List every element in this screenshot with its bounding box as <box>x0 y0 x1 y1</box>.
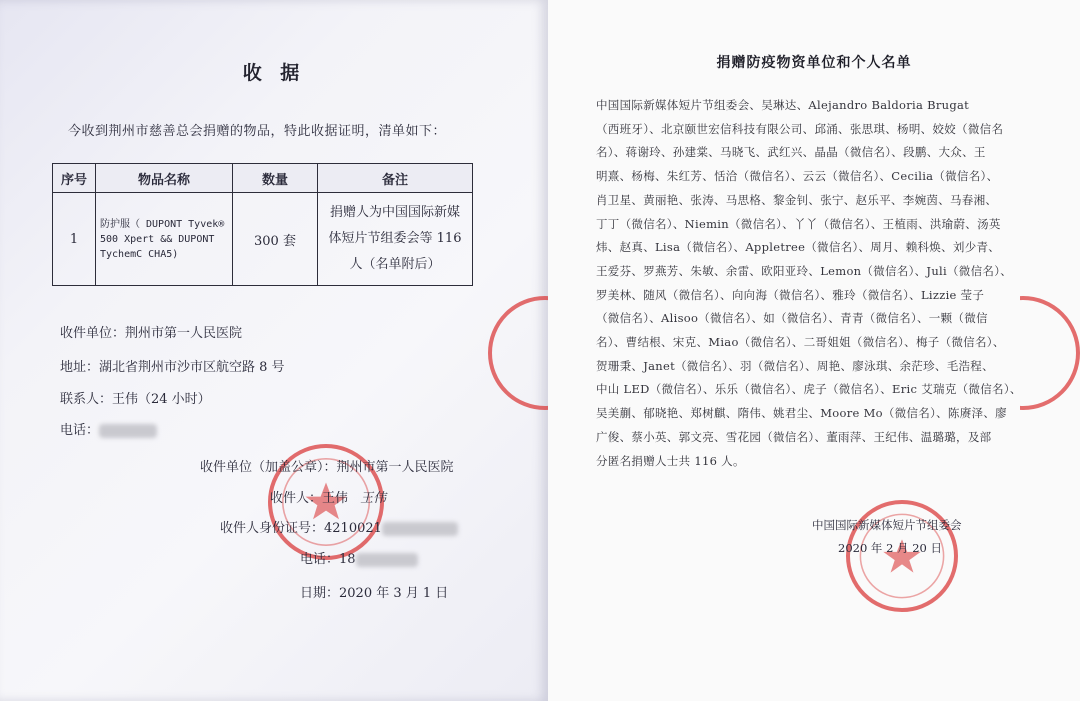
donor-list-title: 捐赠防疫物资单位和个人名单 <box>716 55 912 71</box>
sign-phone-row <box>300 548 418 567</box>
row-quantity: 300 套 <box>233 193 318 286</box>
donor-line: 肖卫星、黄丽艳、张涛、马思格、黎金钊、张宁、赵乐平、李婉茵、马春湘、 <box>596 192 998 207</box>
header-item-name: 物品名称 <box>96 164 233 193</box>
sign-unit: 收件单位（加盖公章）：荆州市第一人民医院 <box>200 460 454 475</box>
sign-id: 收件人身份证号：4210021 <box>220 521 382 536</box>
donor-line: 炜、赵真、Lisa（微信名）、Appletree（微信名）、周月、赖科焕、刘少青、 <box>596 240 1001 255</box>
edge-seal-right-half <box>1020 296 1080 410</box>
donor-line: 名）、曹结根、宋克、Miao（微信名）、二哥姐姐（微信名）、梅子（微信名）、 <box>596 335 1005 350</box>
donor-line: 名）、蒋谢玲、孙建棠、马晓飞、武红兴、晶晶（微信名）、段鹏、大众、王 <box>596 145 986 160</box>
contact-person: 联系人：王伟（24 小时） <box>60 392 211 407</box>
donor-line: （微信名）、Alisoo（微信名）、如（微信名）、青青（微信名）、一颗（微信 <box>596 311 988 326</box>
donor-line: 王爱芬、罗燕芳、朱敏、余雷、欧阳亚玲、Lemon（微信名）、Juli（微信名）、 <box>596 263 1013 278</box>
address: 地址：湖北省荆州市沙市区航空路 8 号 <box>60 360 285 375</box>
redacted-phone <box>99 424 157 438</box>
remark-line: 体短片节组委会等 116 <box>328 231 462 246</box>
donor-line: 丁丁（微信名）、Niemin（微信名）、丫丫（微信名）、王植雨、洪瑜蔚、汤英 <box>596 216 1001 231</box>
donor-line: 罗美林、随风（微信名）、向向海（微信名）、雅玲（微信名）、Lizzie 莹子 <box>596 287 985 302</box>
header-no: 序号 <box>53 164 96 193</box>
item-name-line: 防护服（ DUPONT Tyvek® <box>100 218 225 230</box>
donor-list-org: 中国国际新媒体短片节组委会 <box>812 518 962 532</box>
sign-person: 收件人：王伟 <box>270 491 349 506</box>
donor-line: （西班牙）、北京颐世宏信科技有限公司、邱涌、张思琪、杨明、姣姣（微信名 <box>596 121 1004 136</box>
donor-line: 中国国际新媒体短片节组委会、吴琳达、Alejandro Baldoria Brugat <box>596 98 970 112</box>
items-table <box>52 163 473 286</box>
donor-list-date: 2020 年 2 月 20 日 <box>838 541 942 555</box>
donor-line: 吴美蒯、郁晓艳、郑树麒、隋伟、姚君尘、Moore Mo（微信名）、陈赓泽、廖 <box>596 406 1007 421</box>
table-row <box>53 193 473 286</box>
table-header-row <box>53 164 473 193</box>
sign-date: 日期：2020 年 3 月 1 日 <box>300 586 449 601</box>
donor-line: 分匿名捐赠人士共 116 人。 <box>596 453 745 468</box>
recipient-unit: 收件单位：荆州市第一人民医院 <box>60 326 243 341</box>
signature: 王伟 <box>360 491 387 506</box>
phone-row <box>60 419 157 438</box>
item-name-line: TychemC CHA5) <box>100 248 179 260</box>
edge-seal-left-half <box>488 296 548 410</box>
phone-label: 电话： <box>60 423 100 438</box>
remark-line: 捐赠人为中国国际新媒 <box>329 205 460 220</box>
header-quantity: 数量 <box>233 164 318 193</box>
redacted-id <box>382 522 458 536</box>
redacted-sign-phone <box>356 553 418 567</box>
row-item-name <box>96 193 233 286</box>
donor-list-body <box>596 94 1028 473</box>
receipt-intro: 今收到荆州市慈善总会捐赠的物品，特此收据证明，清单如下： <box>68 124 447 139</box>
remark-line: 人（名单附后） <box>349 257 441 272</box>
receipt-title: 收 据 <box>242 62 306 84</box>
donor-line: 广俊、蔡小英、郭文亮、雪花园（微信名）、董雨萍、王纪伟、温璐璐，及部 <box>596 429 992 444</box>
header-remark: 备注 <box>318 164 473 193</box>
row-remark <box>318 193 473 286</box>
donor-line: 明熹、杨梅、朱红芳、恬洽（微信名）、云云（微信名）、Cecilia（微信名）、 <box>596 169 999 184</box>
donor-line: 中山 LED（微信名）、乐乐（微信名）、虎子（微信名）、Eric 艾瑞克（微信名）、 <box>596 382 1022 397</box>
item-name-line: 500 Xpert && DUPONT <box>100 233 215 245</box>
sign-person-row <box>270 487 386 506</box>
sign-phone: 电话：18 <box>300 552 356 567</box>
donor-line: 贺珊秉、Janet（微信名）、羽（微信名）、周艳、廖泳琪、余茫珍、毛浩程、 <box>596 358 994 373</box>
row-no: 1 <box>53 193 96 286</box>
sign-id-row <box>220 517 458 536</box>
